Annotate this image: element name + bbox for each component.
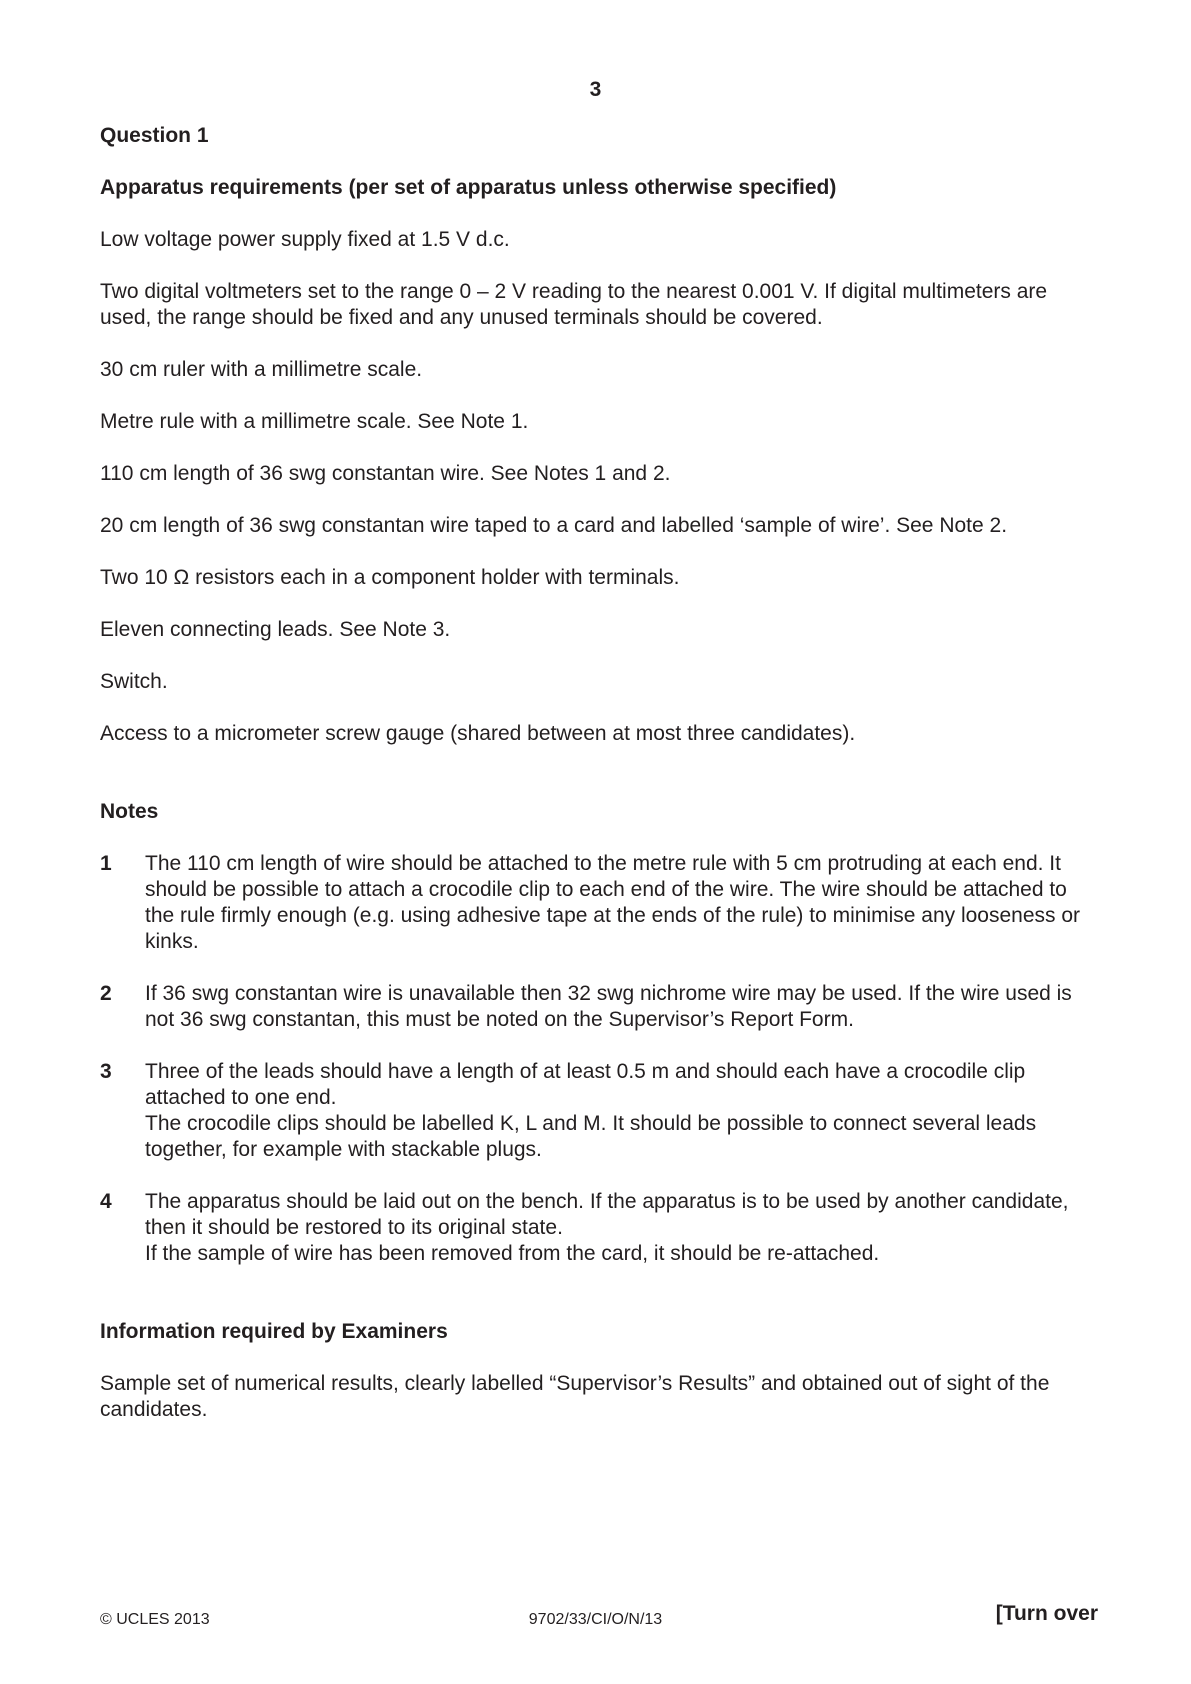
apparatus-item: Two digital voltmeters set to the range 0 – 2 V reading to the nearest 0.001 V. If digital multimeters are used, the range should be fixed and any unused terminals should be covered. — [100, 280, 1048, 329]
note-item — [100, 981, 1098, 1033]
apparatus-item: Access to a micrometer screw gauge (shared between at most three candidates). — [100, 722, 856, 745]
apparatus-item: Eleven connecting leads. See Note 3. — [100, 618, 451, 641]
apparatus-item: Two 10 Ω resistors each in a component holder with terminals. — [100, 566, 680, 589]
note-item — [100, 851, 1098, 955]
section-spacer — [100, 773, 1098, 799]
apparatus-list — [100, 227, 1098, 747]
main-content — [100, 123, 1098, 1449]
note-body — [145, 851, 1098, 955]
page-number: 3 — [589, 78, 602, 101]
note-text: The crocodile clips should be labelled K, L and M. It should be possible to connect several leads together, for example with stackable plugs. — [145, 1112, 1037, 1161]
apparatus-item: 20 cm length of 36 swg constantan wire taped to a card and labelled ‘sample of wire’. See Note 2. — [100, 514, 1008, 537]
document-code: 9702/33/CI/O/N/13 — [528, 1611, 663, 1628]
note-number: 3 — [100, 1060, 112, 1083]
note-text: If 36 swg constantan wire is unavailable then 32 swg nichrome wire may be used. If the wire used is not 36 swg constantan, this must be noted on the Supervisor’s Report Form. — [145, 982, 1072, 1031]
examiners-text: Sample set of numerical results, clearly labelled “Supervisor’s Results” and obtained out of sight of the candidates. — [100, 1372, 1050, 1421]
note-body — [145, 981, 1098, 1033]
note-number: 4 — [100, 1190, 112, 1213]
examiners-heading: Information required by Examiners — [100, 1320, 448, 1343]
note-body — [145, 1059, 1098, 1163]
notes-heading: Notes — [100, 800, 159, 823]
note-number: 1 — [100, 852, 112, 875]
note-number: 2 — [100, 982, 112, 1005]
section-spacer — [100, 1293, 1098, 1319]
apparatus-item: Metre rule with a millimetre scale. See Note 1. — [100, 410, 529, 433]
note-text: The apparatus should be laid out on the bench. If the apparatus is to be used by another candidate, then it should be restored to its original state. — [145, 1190, 1069, 1239]
apparatus-item: 30 cm ruler with a millimetre scale. — [100, 358, 423, 381]
note-text: If the sample of wire has been removed from the card, it should be re-attached. — [145, 1242, 880, 1265]
apparatus-item: Switch. — [100, 670, 168, 693]
apparatus-heading: Apparatus requirements (per set of apparatus unless otherwise specified) — [100, 176, 837, 199]
note-item — [100, 1189, 1098, 1267]
note-item — [100, 1059, 1098, 1163]
apparatus-item: Low voltage power supply fixed at 1.5 V d.c. — [100, 228, 510, 251]
turn-over-label: [Turn over — [995, 1602, 1098, 1625]
note-text: The 110 cm length of wire should be attached to the metre rule with 5 cm protruding at each end. It should be possible to attach a crocodile clip to each end of the wire. The wire should be attached to the rule firmly enough (e.g. using adhesive tape at the ends of the rule) to minimise any looseness or kinks. — [145, 852, 1081, 953]
question-title: Question 1 — [100, 124, 209, 147]
notes-list — [100, 851, 1098, 1267]
copyright-footer: © UCLES 2013 — [100, 1611, 210, 1628]
note-body — [145, 1189, 1098, 1267]
apparatus-item: 110 cm length of 36 swg constantan wire. See Notes 1 and 2. — [100, 462, 671, 485]
note-text: Three of the leads should have a length of at least 0.5 m and should each have a crocodile clip attached to one end. — [145, 1060, 1026, 1109]
